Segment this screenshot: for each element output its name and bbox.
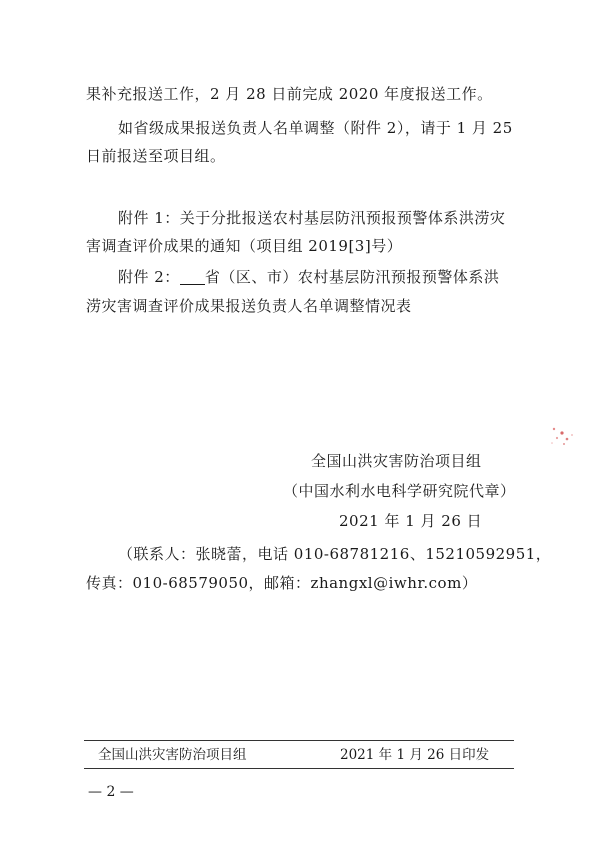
attachment-2-line-2: 涝灾害调查评价成果报送负责人名单调整情况表 [86, 297, 412, 315]
page-number: — 2 — [88, 784, 134, 800]
footer-top-rule [84, 740, 514, 741]
attachment-2-prefix: 附件 2： [118, 268, 180, 286]
signature-date: 2021 年 1 月 26 日 [339, 512, 483, 530]
attachment-2-line-1-text: 省（区、市）农村基层防汛预报预警体系洪 [204, 268, 500, 286]
attachment-1-line-1: 附件 1：关于分批报送农村基层防汛预报预警体系洪涝灾 [118, 209, 506, 227]
attachment-2-line-1 [118, 267, 499, 287]
paragraph-1-line-1: 果补充报送工作，2 月 28 日前完成 2020 年度报送工作。 [86, 85, 493, 103]
signature-stamp-note: （中国水利水电科学研究院代章） [283, 482, 516, 500]
stamp-residue-mark [548, 424, 578, 452]
paragraph-2-line-2: 日前报送至项目组。 [86, 147, 226, 165]
contact-line-1: （联系人：张晓蕾，电话 010-68781216、15210592951， [118, 545, 552, 563]
footer-issue-date: 2021 年 1 月 26 日印发 [340, 747, 490, 763]
paragraph-2-line-1: 如省级成果报送负责人名单调整（附件 2），请于 1 月 25 [118, 119, 513, 137]
attachment-1-line-2: 害调查评价成果的通知（项目组 2019[3]号） [86, 237, 403, 255]
contact-line-2: 传真：010-68579050，邮箱：zhangxl@iwhr.com） [86, 574, 478, 592]
signature-organization: 全国山洪灾害防治项目组 [311, 452, 482, 470]
footer-bottom-rule [84, 768, 514, 769]
attachment-2-fill-blank [180, 270, 205, 285]
footer-issuer: 全国山洪灾害防治项目组 [98, 747, 247, 763]
